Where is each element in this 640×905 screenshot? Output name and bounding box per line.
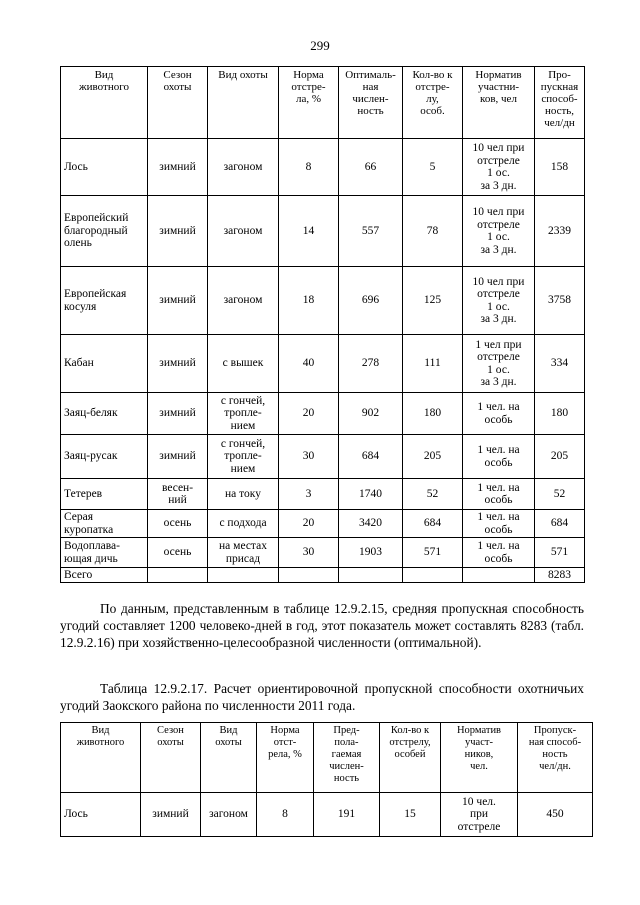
table-row (61, 139, 585, 196)
cell-capacity: 571 (535, 538, 585, 568)
cell-season: осень (148, 538, 208, 568)
cell-season: зимний (141, 793, 201, 837)
cell-participants: 10 чел при отстреле 1 ос. за 3 дн. (463, 139, 535, 196)
table-row (61, 435, 585, 479)
cell-cull-count: 571 (403, 538, 463, 568)
cell-optimal-count: 278 (339, 335, 403, 393)
col-header-season: Сезон охоты (148, 67, 208, 139)
col-header-capacity: Пропуск- ная способ- ность чел/дн. (518, 723, 593, 793)
table-row (61, 479, 585, 510)
cell-hunt-type: загоном (208, 139, 279, 196)
cell-capacity: 205 (535, 435, 585, 479)
cell-animal: Заяц-беляк (61, 393, 148, 435)
table-header-row (61, 67, 585, 139)
cell-capacity: 450 (518, 793, 593, 837)
total-label: Всего (61, 568, 148, 583)
cell-optimal-count: 1903 (339, 538, 403, 568)
cell-optimal-count: 902 (339, 393, 403, 435)
cell-animal: Тетерев (61, 479, 148, 510)
cell-quota: 8 (279, 139, 339, 196)
hunting-capacity-table (60, 66, 585, 583)
cell-quota: 30 (279, 435, 339, 479)
cell-hunt-type: на току (208, 479, 279, 510)
cell-hunt-type: загоном (201, 793, 257, 837)
cell-animal: Европейская косуля (61, 267, 148, 335)
table-row (61, 393, 585, 435)
table-row (61, 267, 585, 335)
cell-capacity: 2339 (535, 196, 585, 267)
cell-cull-count: 52 (403, 479, 463, 510)
cell-quota: 3 (279, 479, 339, 510)
col-header-optimal-count: Оптималь- ная числен- ность (339, 67, 403, 139)
cell-optimal-count: 66 (339, 139, 403, 196)
table-row (61, 196, 585, 267)
cell-quota: 18 (279, 267, 339, 335)
cell-participants: 1 чел. на особь (463, 479, 535, 510)
cell-animal: Лось (61, 139, 148, 196)
cell-quota: 40 (279, 335, 339, 393)
cell-hunt-type: с гончей, тропле- нием (208, 393, 279, 435)
col-header-expected-count: Пред- пола- гаемая числен- ность (314, 723, 380, 793)
col-header-quota: Норма отст- рела, % (257, 723, 314, 793)
cell-season: зимний (148, 267, 208, 335)
cell-participants: 1 чел при отстреле 1 ос. за 3 дн. (463, 335, 535, 393)
body-paragraph: По данным, представленным в таблице 12.9.2.15, средняя пропускная способность угодий составляет 1200 человеко-дней в год, этот показатель может составлять 8283 (табл. 12.9.2.16) при хозяйственно-целесообразной численности (оптимальной). (60, 601, 584, 650)
col-header-hunt-type: Вид охоты (201, 723, 257, 793)
cell-cull-count: 205 (403, 435, 463, 479)
cell-participants: 1 чел. на особь (463, 435, 535, 479)
page-number: 299 (310, 38, 330, 53)
cell-hunt-type: с вышек (208, 335, 279, 393)
col-header-quota: Норма отстре- ла, % (279, 67, 339, 139)
cell-capacity: 52 (535, 479, 585, 510)
cell-hunt-type: загоном (208, 267, 279, 335)
col-header-season: Сезон охоты (141, 723, 201, 793)
cell-quota: 14 (279, 196, 339, 267)
cell-animal: Заяц-русак (61, 435, 148, 479)
table-row (61, 510, 585, 538)
cell-hunt-type: с гончей, тропле- нием (208, 435, 279, 479)
cell-capacity: 158 (535, 139, 585, 196)
cell-season: весен- ний (148, 479, 208, 510)
cell-optimal-count: 1740 (339, 479, 403, 510)
cell-animal: Водоплава- ющая дичь (61, 538, 148, 568)
cell-expected-count: 191 (314, 793, 380, 837)
cell-participants: 10 чел при отстреле 1 ос. за 3 дн. (463, 196, 535, 267)
col-header-participants: Норматив участни- ков, чел (463, 67, 535, 139)
cell-season: осень (148, 510, 208, 538)
cell-quota: 20 (279, 393, 339, 435)
cell-cull-count: 180 (403, 393, 463, 435)
cell-quota: 8 (257, 793, 314, 837)
cell-optimal-count: 696 (339, 267, 403, 335)
cell-capacity: 684 (535, 510, 585, 538)
cell-season: зимний (148, 335, 208, 393)
cell-capacity: 334 (535, 335, 585, 393)
table-caption: Таблица 12.9.2.17. Расчет ориентировочной пропускной способности охотничьих угодий Заокского района по численности 2011 года. (60, 681, 584, 713)
cell-participants: 10 чел. при отстреле (441, 793, 518, 837)
cell-season: зимний (148, 393, 208, 435)
cell-animal: Кабан (61, 335, 148, 393)
total-value: 8283 (535, 568, 585, 583)
cell-cull-count: 125 (403, 267, 463, 335)
cell-optimal-count: 3420 (339, 510, 403, 538)
table-header-row (61, 723, 593, 793)
cell-hunt-type: на местах присад (208, 538, 279, 568)
cell-participants: 1 чел. на особь (463, 510, 535, 538)
cell-participants: 1 чел. на особь (463, 393, 535, 435)
cell-cull-count: 684 (403, 510, 463, 538)
cell-hunt-type: загоном (208, 196, 279, 267)
cell-capacity: 3758 (535, 267, 585, 335)
col-header-hunt-type: Вид охоты (208, 67, 279, 139)
col-header-participants: Норматив участ- ников, чел. (441, 723, 518, 793)
cell-optimal-count: 684 (339, 435, 403, 479)
cell-capacity: 180 (535, 393, 585, 435)
col-header-cull-count: Кол-во к отстрелу, особей (380, 723, 441, 793)
cell-animal: Европейский благородный олень (61, 196, 148, 267)
cell-animal: Лось (61, 793, 141, 837)
cell-quota: 20 (279, 510, 339, 538)
table-row (61, 538, 585, 568)
cell-cull-count: 111 (403, 335, 463, 393)
cell-hunt-type: с подхода (208, 510, 279, 538)
col-header-cull-count: Кол-во к отстре- лу, особ. (403, 67, 463, 139)
col-header-animal: Вид животного (61, 67, 148, 139)
col-header-animal: Вид животного (61, 723, 141, 793)
cell-participants: 1 чел. на особь (463, 538, 535, 568)
table-row (61, 793, 593, 837)
cell-participants: 10 чел при отстреле 1 ос. за 3 дн. (463, 267, 535, 335)
table-total-row (61, 568, 585, 583)
cell-season: зимний (148, 196, 208, 267)
table-row (61, 335, 585, 393)
cell-season: зимний (148, 139, 208, 196)
cell-optimal-count: 557 (339, 196, 403, 267)
cell-animal: Серая куропатка (61, 510, 148, 538)
cell-cull-count: 5 (403, 139, 463, 196)
cell-quota: 30 (279, 538, 339, 568)
cell-season: зимний (148, 435, 208, 479)
col-header-capacity: Про- пускная способ- ность, чел/дн (535, 67, 585, 139)
cell-cull-count: 78 (403, 196, 463, 267)
cell-cull-count: 15 (380, 793, 441, 837)
hunting-capacity-table-2011 (60, 722, 593, 837)
